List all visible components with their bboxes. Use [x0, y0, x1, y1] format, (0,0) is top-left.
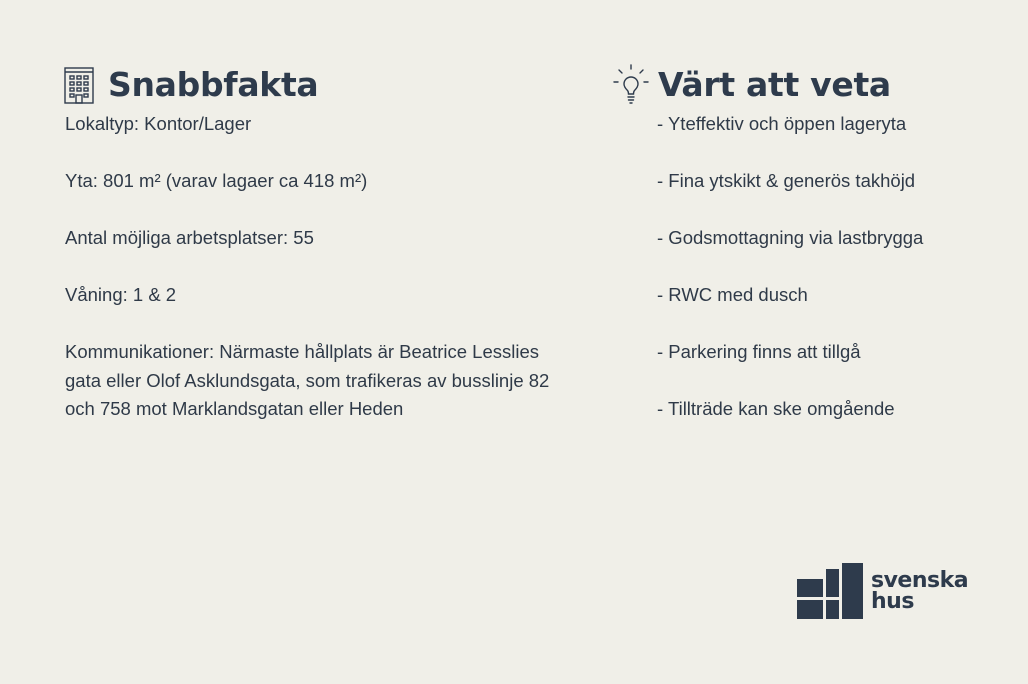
tip-item: - Parkering finns att tillgå	[657, 341, 861, 362]
quick-facts-heading	[62, 62, 582, 106]
building-icon	[62, 62, 102, 106]
facts-list	[65, 110, 582, 424]
fact-item: Våning: 1 & 2	[65, 284, 177, 305]
tip-item: - Yteffektiv och öppen lageryta	[657, 113, 907, 134]
lightbulb-icon	[612, 62, 652, 106]
tips-list	[657, 110, 992, 424]
fact-item: Kommunikationer: Närmaste hållplats är Beatrice Lesslies gata eller Olof Asklundsgata, som trafikeras av busslinje 82 och 758 mot Marklandsgatan eller Heden	[65, 341, 550, 419]
logo-text-line1: svenska	[871, 568, 969, 593]
good-to-know-title: Värt att veta	[658, 64, 891, 104]
logo-mark-icon	[797, 563, 863, 619]
tip-item: - Fina ytskikt & generös takhöjd	[657, 170, 916, 191]
company-logo	[797, 563, 968, 619]
tip-item: - Godsmottagning via lastbrygga	[657, 227, 924, 248]
fact-item: Lokaltyp: Kontor/Lager	[65, 113, 252, 134]
good-to-know-section	[612, 62, 992, 452]
tip-item: - Tillträde kan ske omgående	[657, 398, 895, 419]
logo-text-line2: hus	[871, 589, 914, 614]
fact-item: Antal möjliga arbetsplatser: 55	[65, 227, 314, 248]
good-to-know-heading	[612, 62, 992, 106]
quick-facts-title: Snabbfakta	[108, 64, 319, 104]
fact-item: Yta: 801 m² (varav lagaer ca 418 m²)	[65, 170, 368, 191]
quick-facts-section	[62, 62, 582, 452]
tip-item: - RWC med dusch	[657, 284, 808, 305]
